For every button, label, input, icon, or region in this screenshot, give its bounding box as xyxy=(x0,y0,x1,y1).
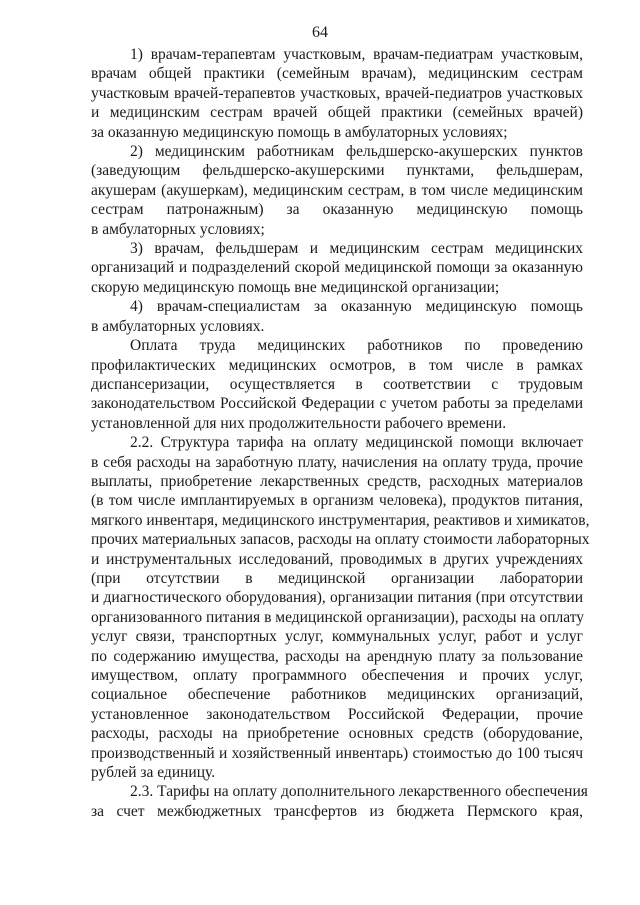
text-line: имуществом, оплату программного обеспечения и прочих услуг, xyxy=(91,667,583,684)
text-line: (в том числе имплантируемых в организм человека), продуктов питания, xyxy=(91,492,583,510)
page-number: 64 xyxy=(312,24,328,41)
text-line: и медицинским сестрам врачей общей практики (семейных врачей) xyxy=(91,104,583,122)
text-line: (заведующим фельдшерско-акушерскими пунктами, фельдшерам, xyxy=(91,162,583,180)
text-line: организаций и подразделений скорой медицинской помощи за оказанную xyxy=(91,259,583,277)
text-line: 1) врачам-терапевтам участковым, врачам-педиатрам участковым, xyxy=(130,46,583,63)
text-line: законодательством Российской Федерации с учетом работы за пределами xyxy=(91,395,583,413)
text-line: 2) медицинским работникам фельдшерско-акушерских пунктов xyxy=(130,143,583,161)
text-line: рублей за единицу. xyxy=(91,764,216,782)
text-line: 3) врачам, фельдшерам и медицинским сестрам медицинских xyxy=(130,240,583,258)
text-line: установленное законодательством Российской Федерации, прочие xyxy=(91,705,583,723)
text-line: по содержанию имущества, расходы на арендную плату за пользование xyxy=(91,647,583,665)
text-line: Оплата труда медицинских работников по проведению xyxy=(130,337,583,355)
text-line: прочих материальных запасов, расходы на оплату стоимости лабораторных xyxy=(91,531,590,549)
text-line: в себя расходы на заработную плату, начисления на оплату труда, прочие xyxy=(91,453,583,471)
text-line: установленной для них продолжительности рабочего времени. xyxy=(91,414,507,432)
text-line: за оказанную медицинскую помощь в амбулаторных условиях; xyxy=(91,123,508,141)
text-line: и диагностического оборудования), организации питания (при отсутствии xyxy=(91,589,583,607)
text-line: и инструментальных исследований, проводимых в других учреждениях xyxy=(91,550,583,568)
text-line: диспансеризации, осуществляется в соответствии с трудовым xyxy=(91,375,583,393)
text-line: участковым врачей-терапевтов участковых, врачей-педиатров участковых xyxy=(91,84,583,102)
text-line: услуг связи, транспортных услуг, коммунальных услуг, работ и услуг xyxy=(91,628,583,646)
text-line: расходы, расходы на приобретение основных средств (оборудование, xyxy=(91,725,583,743)
text-line: акушерам (акушеркам), медицинским сестрам, в том числе медицинским xyxy=(91,181,583,199)
text-line: врачам общей практики (семейным врачам), медицинским сестрам xyxy=(91,65,583,83)
text-line: 2.2. Структура тарифа на оплату медицинской помощи включает xyxy=(130,434,583,452)
document-body xyxy=(91,45,590,821)
text-line: сестрам патронажным) за оказанную медицинскую помощь xyxy=(91,201,583,219)
text-line: за счет межбюджетных трансфертов из бюджета Пермского края, xyxy=(91,802,583,820)
text-line: 2.3. Тарифы на оплату дополнительного лекарственного обеспечения xyxy=(130,783,588,801)
text-line: организованного питания в медицинской организации), расходы на оплату xyxy=(91,608,585,626)
text-line: выплаты, приобретение лекарственных средств, расходных материалов xyxy=(91,472,583,490)
text-line: скорую медицинскую помощь вне медицинской организации; xyxy=(91,278,500,296)
text-line: (при отсутствии в медицинской организации лаборатории xyxy=(91,569,583,587)
text-line: мягкого инвентаря, медицинского инструментария, реактивов и химикатов, xyxy=(91,511,590,529)
text-line: в амбулаторных условиях; xyxy=(91,220,265,238)
text-line: производственный и хозяйственный инвентарь) стоимостью до 100 тысяч xyxy=(91,744,583,762)
text-line: профилактических медицинских осмотров, в том числе в рамках xyxy=(91,356,583,374)
text-line: в амбулаторных условиях. xyxy=(91,317,265,335)
text-line: социальное обеспечение работников медицинских организаций, xyxy=(91,686,583,704)
text-line: 4) врачам-специалистам за оказанную медицинскую помощь xyxy=(130,298,583,316)
